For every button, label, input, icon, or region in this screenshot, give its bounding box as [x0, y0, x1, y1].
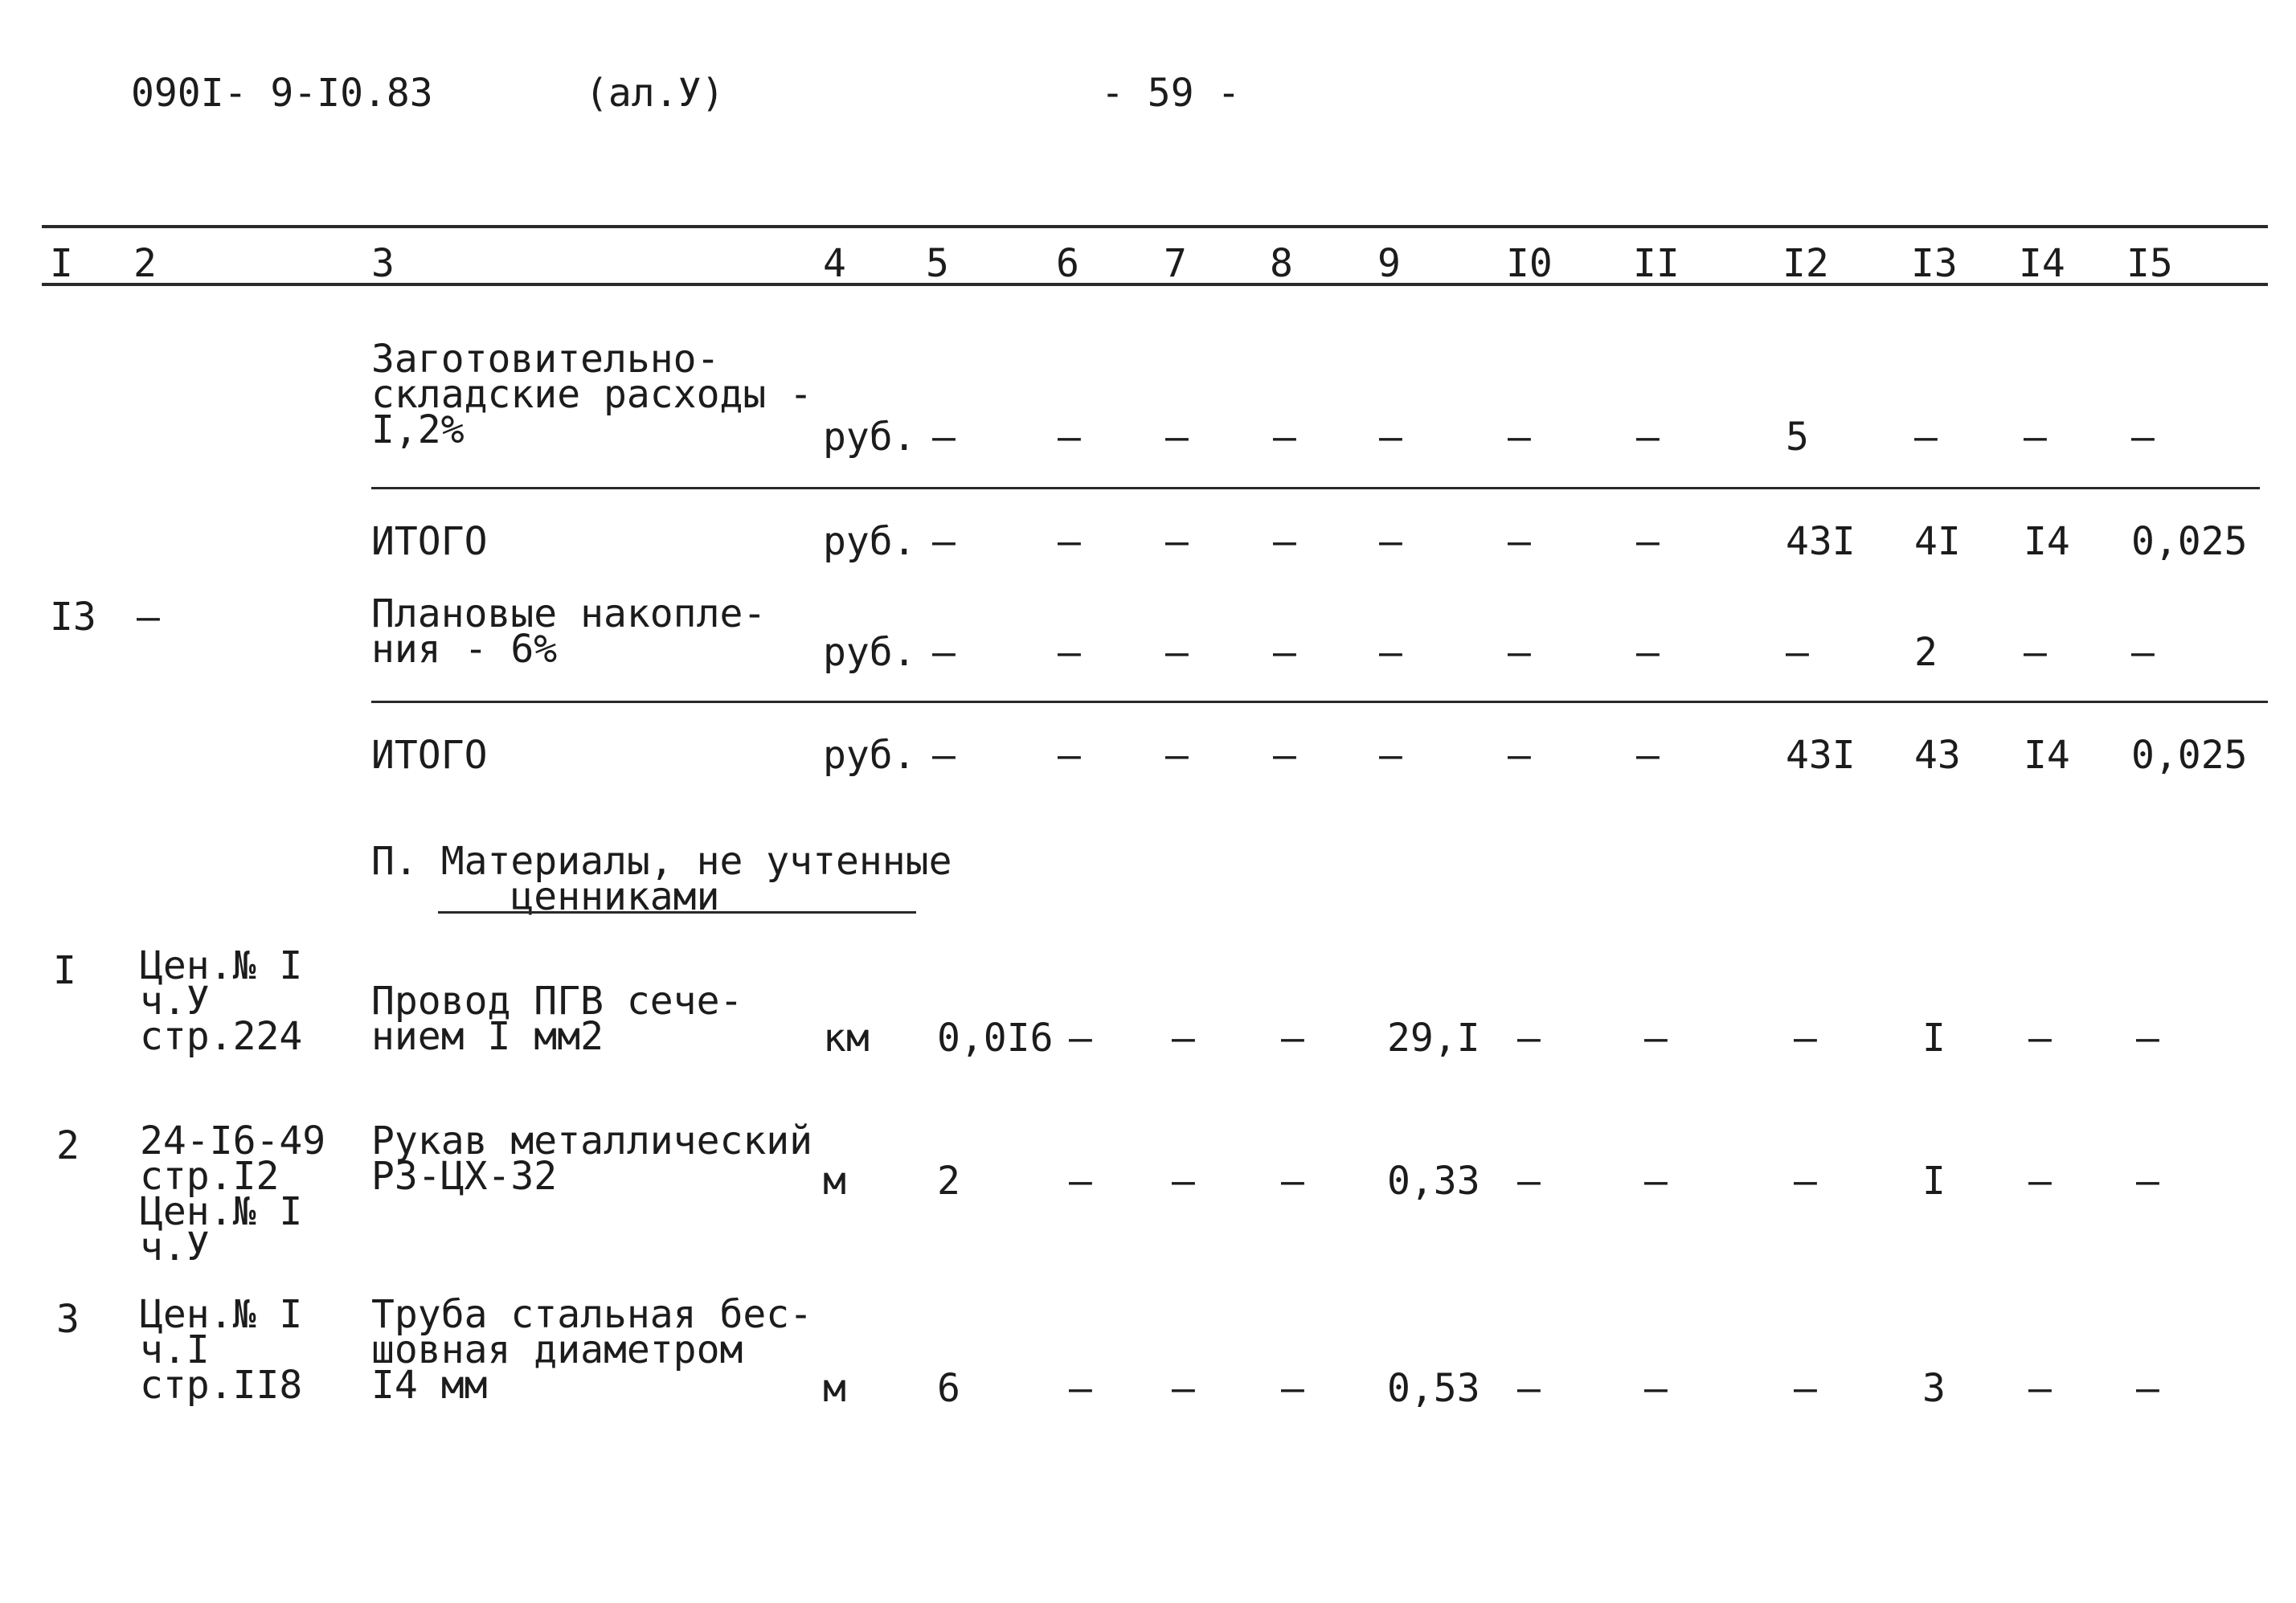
row-total-2-c9: –	[1379, 733, 1402, 778]
material-1-ref: Цен.№ I ч.У стр.224	[140, 943, 303, 1059]
col-header-7: 7	[1164, 241, 1187, 286]
material-2-unit: м	[823, 1159, 846, 1204]
col-header-12: I2	[1782, 241, 1829, 286]
material-1-name: Провод ПГВ сече- нием I мм2	[371, 979, 743, 1059]
row-total-2-c8: –	[1273, 733, 1296, 778]
row-total-2-name: ИТОГО	[371, 733, 488, 778]
document-code: 090I- 9-I0.83	[131, 71, 433, 116]
row-total-1-unit: руб.	[823, 519, 916, 564]
material-1-c13: I	[1922, 1016, 1946, 1061]
row-total-1-c5: –	[932, 519, 956, 564]
material-2-c5: 2	[937, 1159, 960, 1204]
row-total-1-c9: –	[1379, 519, 1402, 564]
row-total-2-c11: –	[1636, 733, 1660, 778]
material-3-c8: –	[1281, 1366, 1304, 1411]
section-title-underline	[438, 911, 916, 914]
row-planned-c13: 2	[1914, 630, 1938, 675]
row-procurement-c6: –	[1058, 415, 1081, 460]
col-header-9: 9	[1377, 241, 1401, 286]
col-header-14: I4	[2019, 241, 2065, 286]
row-total-2-c12: 43I	[1786, 733, 1856, 778]
material-1-c5: 0,0I6	[937, 1016, 1054, 1061]
row-planned-c12: –	[1786, 630, 1809, 675]
col-header-1: I	[50, 241, 73, 286]
col-header-8: 8	[1270, 241, 1293, 286]
material-2-c10: –	[1517, 1159, 1541, 1204]
row-total-2-c6: –	[1058, 733, 1081, 778]
material-1-num: I	[53, 948, 76, 993]
row-total-1-c14: I4	[2024, 519, 2070, 564]
row-procurement-name: Заготовительно- складские расходы - I,2%	[371, 337, 813, 452]
row-total-2-c15: 0,025	[2131, 733, 2248, 778]
subtotal-rule-2	[371, 701, 2268, 703]
row-total-2-c10: –	[1508, 733, 1531, 778]
material-1-c9: 29,I	[1387, 1016, 1480, 1061]
material-1-c14: –	[2028, 1016, 2052, 1061]
row-total-2-c14: I4	[2024, 733, 2070, 778]
row-total-1-c13: 4I	[1914, 519, 1961, 564]
material-3-num: 3	[56, 1297, 80, 1342]
row-procurement-c5: –	[932, 415, 956, 460]
row-procurement-c8: –	[1273, 415, 1296, 460]
material-1-c8: –	[1281, 1016, 1304, 1061]
material-1-c15: –	[2136, 1016, 2159, 1061]
material-1-c10: –	[1517, 1016, 1541, 1061]
material-2-c15: –	[2136, 1159, 2159, 1204]
row-total-2-unit: руб.	[823, 733, 916, 778]
row-total-1-name: ИТОГО	[371, 519, 488, 564]
material-3-unit: м	[823, 1366, 846, 1411]
material-3-name: Труба стальная бес- шовная диаметром I4 мм	[371, 1292, 813, 1408]
row-total-1-c10: –	[1508, 519, 1531, 564]
col-header-13: I3	[1911, 241, 1958, 286]
col-header-6: 6	[1056, 241, 1079, 286]
row-total-1-c15: 0,025	[2131, 519, 2248, 564]
row-total-1-c11: –	[1636, 519, 1660, 564]
col-header-5: 5	[926, 241, 949, 286]
row-planned-c6: –	[1058, 630, 1081, 675]
section-title: П. Материалы, не учтенные ценниками	[371, 839, 952, 919]
row-planned-name: Плановые накопле- ния - 6%	[371, 591, 767, 672]
material-2-c6: –	[1069, 1159, 1092, 1204]
row-planned-c11: –	[1636, 630, 1660, 675]
material-2-c7: –	[1172, 1159, 1195, 1204]
row-planned-c7: –	[1165, 630, 1189, 675]
col-header-11: II	[1633, 241, 1680, 286]
material-2-ref: 24-I6-49 стр.I2 Цен.№ I ч.У	[140, 1118, 326, 1270]
material-3-c11: –	[1644, 1366, 1668, 1411]
row-procurement-c12: 5	[1786, 415, 1809, 460]
row-total-2-c13: 43	[1914, 733, 1961, 778]
material-2-name: Рукав металлический РЗ-ЦХ-32	[371, 1118, 813, 1199]
row-total-2-c7: –	[1165, 733, 1189, 778]
material-3-c9: 0,53	[1387, 1366, 1480, 1411]
material-2-c14: –	[2028, 1159, 2052, 1204]
material-1-c6: –	[1069, 1016, 1092, 1061]
material-1-unit: км	[823, 1016, 870, 1061]
row-total-1-c6: –	[1058, 519, 1081, 564]
material-3-ref: Цен.№ I ч.I стр.II8	[140, 1292, 303, 1408]
row-planned-c15: –	[2131, 630, 2155, 675]
material-2-c9: 0,33	[1387, 1159, 1480, 1204]
material-3-c12: –	[1794, 1366, 1817, 1411]
row-procurement-c7: –	[1165, 415, 1189, 460]
material-2-c13: I	[1922, 1159, 1946, 1204]
header-bottom-rule	[42, 283, 2268, 286]
material-1-c11: –	[1644, 1016, 1668, 1061]
page-number: - 59 -	[1101, 71, 1241, 116]
row-total-1-c12: 43I	[1786, 519, 1856, 564]
row-planned-c9: –	[1379, 630, 1402, 675]
col-header-10: I0	[1506, 241, 1553, 286]
row-procurement-c10: –	[1508, 415, 1531, 460]
material-3-c13: 3	[1922, 1366, 1946, 1411]
row-procurement-c14: –	[2024, 415, 2047, 460]
col-header-15: I5	[2126, 241, 2173, 286]
material-1-c7: –	[1172, 1016, 1195, 1061]
row-planned-c5: –	[932, 630, 956, 675]
row-planned-unit: руб.	[823, 630, 916, 675]
material-3-c14: –	[2028, 1366, 2052, 1411]
row-procurement-c13: –	[1914, 415, 1938, 460]
row-planned-c8: –	[1273, 630, 1296, 675]
row-total-1-c7: –	[1165, 519, 1189, 564]
material-2-c11: –	[1644, 1159, 1668, 1204]
subtotal-rule-1	[371, 487, 2260, 489]
header-top-rule	[42, 225, 2268, 228]
row-procurement-unit: руб.	[823, 415, 916, 460]
material-3-c5: 6	[937, 1366, 960, 1411]
row-procurement-c11: –	[1636, 415, 1660, 460]
row-planned-num: I3	[50, 595, 96, 640]
row-procurement-c9: –	[1379, 415, 1402, 460]
row-planned-c10: –	[1508, 630, 1531, 675]
material-3-c15: –	[2136, 1366, 2159, 1411]
col-header-4: 4	[823, 241, 846, 286]
col-header-3: 3	[371, 241, 395, 286]
material-3-c10: –	[1517, 1366, 1541, 1411]
material-2-c8: –	[1281, 1159, 1304, 1204]
row-planned-ref: –	[137, 595, 160, 640]
material-1-c12: –	[1794, 1016, 1817, 1061]
material-2-num: 2	[56, 1123, 80, 1168]
row-planned-c14: –	[2024, 630, 2047, 675]
material-3-c6: –	[1069, 1366, 1092, 1411]
row-total-1-c8: –	[1273, 519, 1296, 564]
album-label: (ал.У)	[585, 71, 725, 116]
col-header-2: 2	[133, 241, 157, 286]
material-2-c12: –	[1794, 1159, 1817, 1204]
row-procurement-c15: –	[2131, 415, 2155, 460]
material-3-c7: –	[1172, 1366, 1195, 1411]
row-total-2-c5: –	[932, 733, 956, 778]
